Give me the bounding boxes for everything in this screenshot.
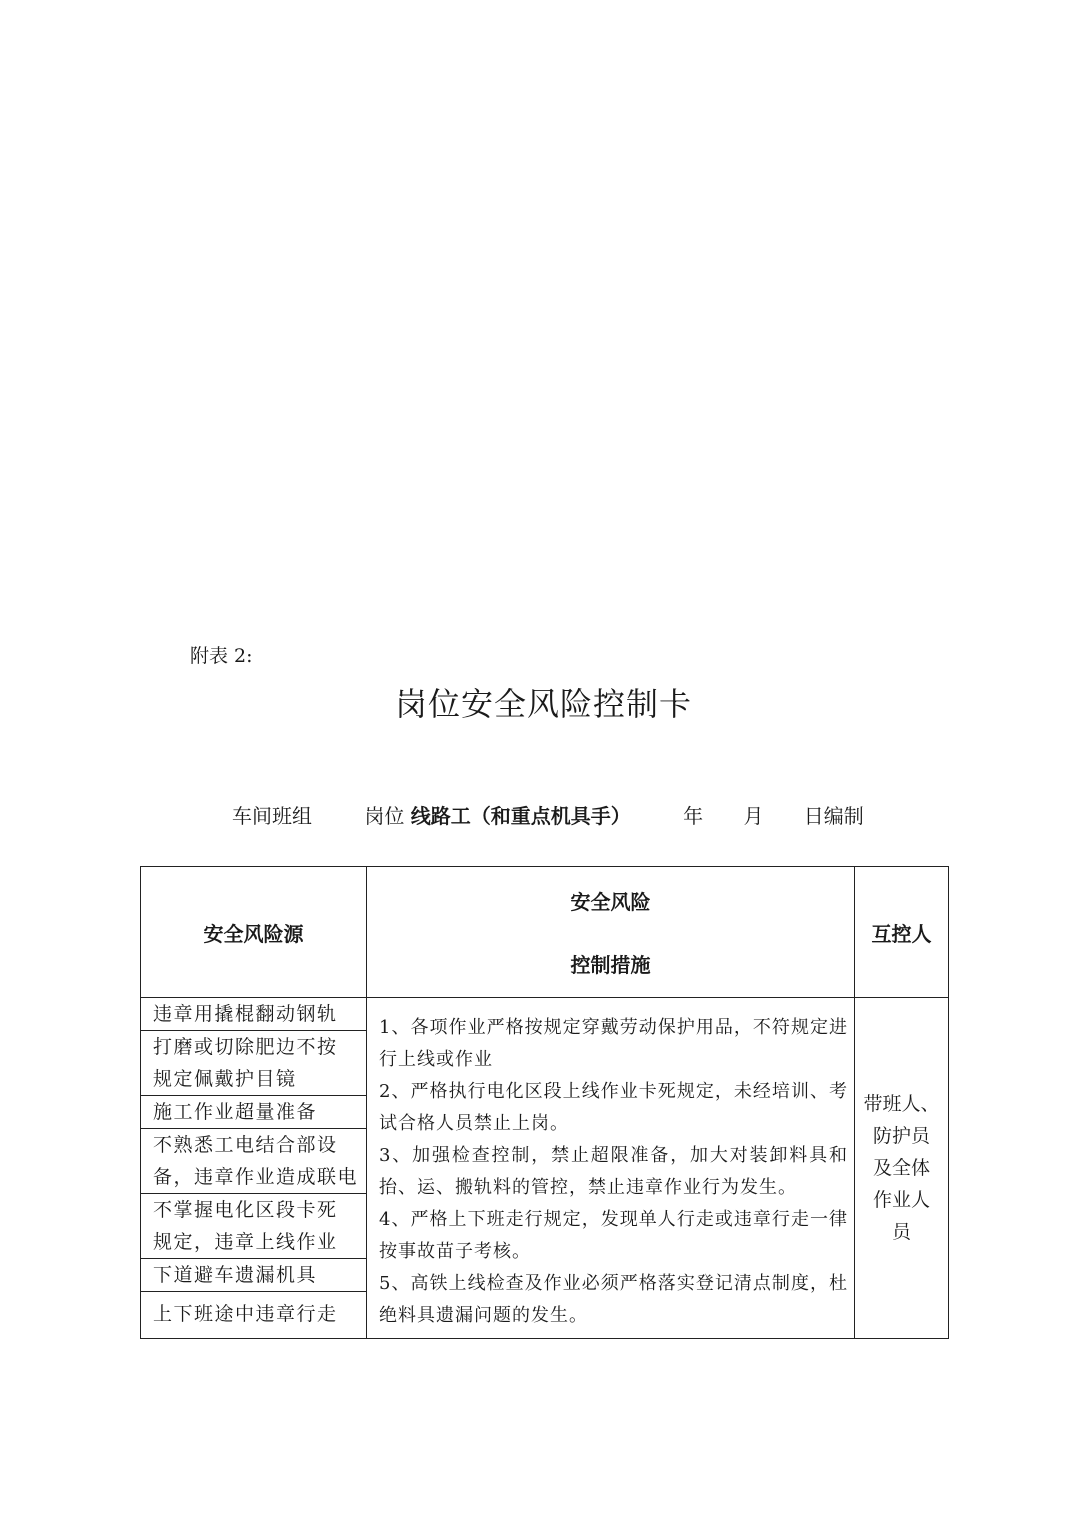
- control-measure-item: 3、加强检查控制，禁止超限准备，加大对装卸料具和抬、运、搬轨料的管控，禁止违章作业行为发生。: [379, 1145, 848, 1198]
- control-measure-item: 1、各项作业严格按规定穿戴劳动保护用品，不符规定进行上线或作业: [379, 1017, 848, 1070]
- risk-source-line: 备，违章作业造成联电: [153, 1166, 359, 1188]
- risk-control-table: [140, 866, 949, 1339]
- risk-source-item: [141, 1031, 366, 1096]
- risk-sources-cell: [141, 998, 367, 1339]
- mutual-control-cell: [855, 998, 949, 1339]
- risk-source-line: 规定佩戴护目镜: [153, 1068, 297, 1090]
- header-measures-line2: 控制措施: [570, 953, 651, 977]
- risk-source-item: [141, 998, 366, 1031]
- control-measure-item: 5、高铁上线检查及作业必须严格落实登记清点制度，杜绝料具遗漏问题的发生。: [379, 1273, 848, 1326]
- risk-source-line: 不掌握电化区段卡死: [153, 1199, 338, 1221]
- post-value: 线路工（和重点机具手）: [410, 804, 631, 828]
- attachment-label: 附表 2:: [190, 645, 253, 667]
- year-label: 年: [683, 804, 704, 828]
- workshop-group-label: 车间班组: [232, 804, 312, 828]
- post-label: 岗位: [364, 804, 405, 828]
- risk-source-line: 下道避车遗漏机具: [153, 1264, 318, 1286]
- control-measure-item: 2、严格执行电化区段上线作业卡死规定，未经培训、考试合格人员禁止上岗。: [379, 1081, 848, 1134]
- mutual-control-line: 带班人、: [863, 1093, 940, 1115]
- risk-source-line: 规定，违章上线作业: [153, 1231, 338, 1253]
- risk-source-line: 不熟悉工电结合部设: [153, 1134, 338, 1156]
- header-risk-source: 安全风险源: [141, 867, 367, 998]
- day-compiled-label: 日编制: [803, 804, 864, 828]
- risk-source-line: 施工作业超量准备: [153, 1101, 318, 1123]
- mutual-control-line: 防护员: [872, 1125, 930, 1147]
- header-control-measures: [367, 867, 855, 998]
- header-measures-line1: 安全风险: [570, 890, 651, 914]
- risk-source-item: [141, 1194, 366, 1259]
- risk-source-item: [141, 1292, 366, 1336]
- risk-source-item: [141, 1259, 366, 1292]
- subtitle-line: [232, 801, 864, 831]
- table-header-row: [141, 867, 949, 998]
- mutual-control-line: 及全体: [872, 1157, 930, 1179]
- month-label: 月: [743, 804, 764, 828]
- control-measures-cell: [367, 998, 855, 1339]
- mutual-control-line: 员: [891, 1221, 911, 1243]
- risk-source-item: [141, 1096, 366, 1129]
- page-title: 岗位安全风险控制卡: [394, 685, 692, 723]
- header-mutual-control: 互控人: [855, 867, 949, 998]
- risk-source-line: 打磨或切除肥边不按: [153, 1036, 338, 1058]
- control-measure-item: 4、严格上下班走行规定，发现单人行走或违章行走一律按事故苗子考核。: [379, 1209, 848, 1262]
- risk-source-line: 违章用撬棍翻动钢轨: [153, 1003, 338, 1025]
- table-body-row: [141, 998, 949, 1339]
- risk-source-line: 上下班途中违章行走: [153, 1303, 338, 1325]
- risk-source-item: [141, 1129, 366, 1194]
- mutual-control-line: 作业人: [872, 1189, 930, 1211]
